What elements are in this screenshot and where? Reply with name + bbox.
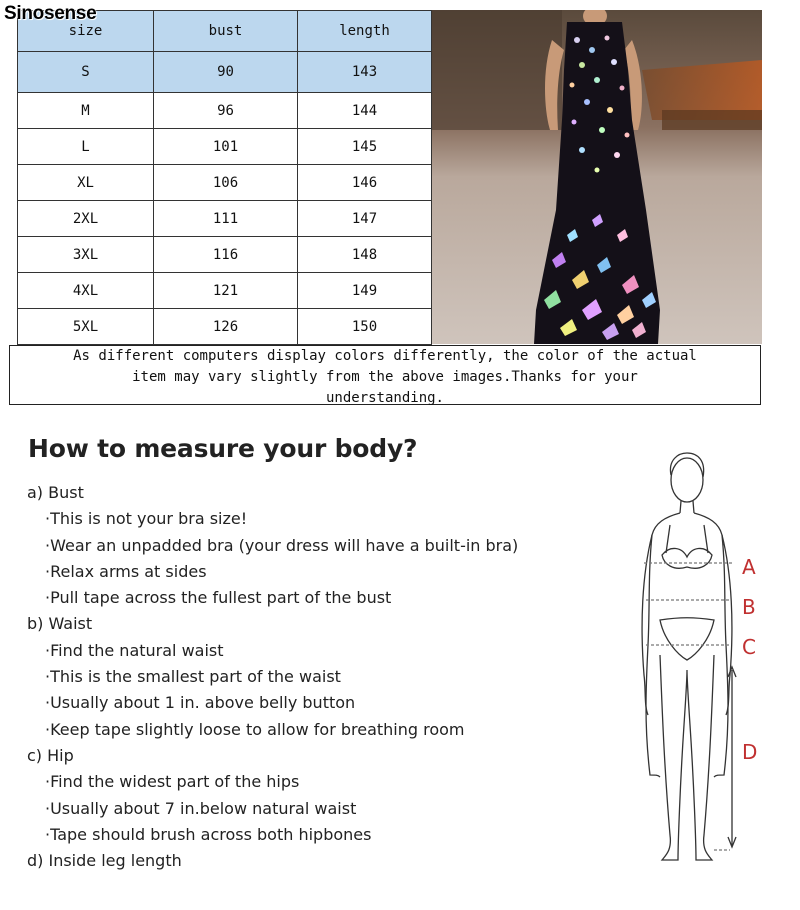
list-item: ·This is not your bra size!: [45, 509, 248, 529]
cell-length: 145: [298, 129, 432, 165]
cell-bust: 101: [154, 129, 298, 165]
list-item: ·Usually about 7 in.below natural waist: [45, 798, 357, 818]
table-row: [18, 201, 432, 237]
header-bust: bust: [154, 11, 298, 52]
cell-bust: 116: [154, 237, 298, 273]
brand-logo: Sinosense: [4, 3, 97, 24]
measure-guide-list: [27, 480, 518, 874]
label-b: B: [742, 595, 756, 619]
list-item: ·Pull tape across the fullest part of the bust: [45, 588, 392, 608]
list-item: ·Keep tape slightly loose to allow for breathing room: [45, 719, 465, 739]
table-row: [18, 273, 432, 309]
label-c: C: [742, 635, 756, 659]
cell-size: L: [18, 129, 154, 165]
cell-size: XL: [18, 165, 154, 201]
table-row: [18, 129, 432, 165]
color-disclaimer: [9, 345, 761, 405]
table-row: [18, 237, 432, 273]
cell-size: 3XL: [18, 237, 154, 273]
size-chart-table: [17, 10, 432, 345]
list-item: ·Find the widest part of the hips: [45, 772, 300, 792]
cell-length: 149: [298, 273, 432, 309]
list-item: ·Tape should brush across both hipbones: [45, 824, 372, 844]
product-photo: [432, 10, 762, 344]
cell-length: 143: [298, 52, 432, 93]
header-length: length: [298, 11, 432, 52]
list-item: ·This is the smallest part of the waist: [45, 667, 341, 687]
label-d: D: [742, 740, 758, 764]
dress-model-image: [432, 10, 762, 344]
list-item: ·Usually about 1 in. above belly button: [45, 693, 356, 713]
section-bust: a) Bust: [27, 483, 84, 502]
cell-size: 5XL: [18, 309, 154, 345]
cell-size: 2XL: [18, 201, 154, 237]
cell-length: 146: [298, 165, 432, 201]
cell-size: S: [18, 52, 154, 93]
list-item: ·Find the natural waist: [45, 640, 224, 660]
cell-length: 150: [298, 309, 432, 345]
cell-length: 144: [298, 93, 432, 129]
label-a: A: [742, 555, 756, 579]
section-waist: b) Waist: [27, 614, 93, 634]
cell-length: 147: [298, 201, 432, 237]
table-row: [18, 309, 432, 345]
cell-size: 4XL: [18, 273, 154, 309]
cell-bust: 121: [154, 273, 298, 309]
cell-bust: 96: [154, 93, 298, 129]
disclaimer-line-2: item may vary slightly from the above images.Thanks for your: [132, 369, 638, 385]
table-row: [18, 93, 432, 129]
cell-bust: 106: [154, 165, 298, 201]
list-item: ·Wear an unpadded bra (your dress will have a built-in bra): [45, 535, 519, 555]
cell-length: 148: [298, 237, 432, 273]
list-item: ·Relax arms at sides: [45, 561, 207, 581]
disclaimer-line-3: understanding.: [325, 390, 444, 406]
body-measurement-figure: [630, 445, 770, 885]
cell-size: M: [18, 93, 154, 129]
section-hip: c) Hip: [27, 745, 74, 765]
cell-bust: 111: [154, 201, 298, 237]
measure-guide-title: How to measure your body?: [28, 434, 418, 463]
section-inside-leg: d) Inside leg length: [27, 851, 182, 871]
disclaimer-line-1: As different computers display colors differently, the color of the actual: [73, 348, 697, 364]
table-row: [18, 165, 432, 201]
cell-bust: 126: [154, 309, 298, 345]
header-size: size: [18, 11, 154, 52]
table-row: [18, 52, 432, 93]
cell-bust: 90: [154, 52, 298, 93]
